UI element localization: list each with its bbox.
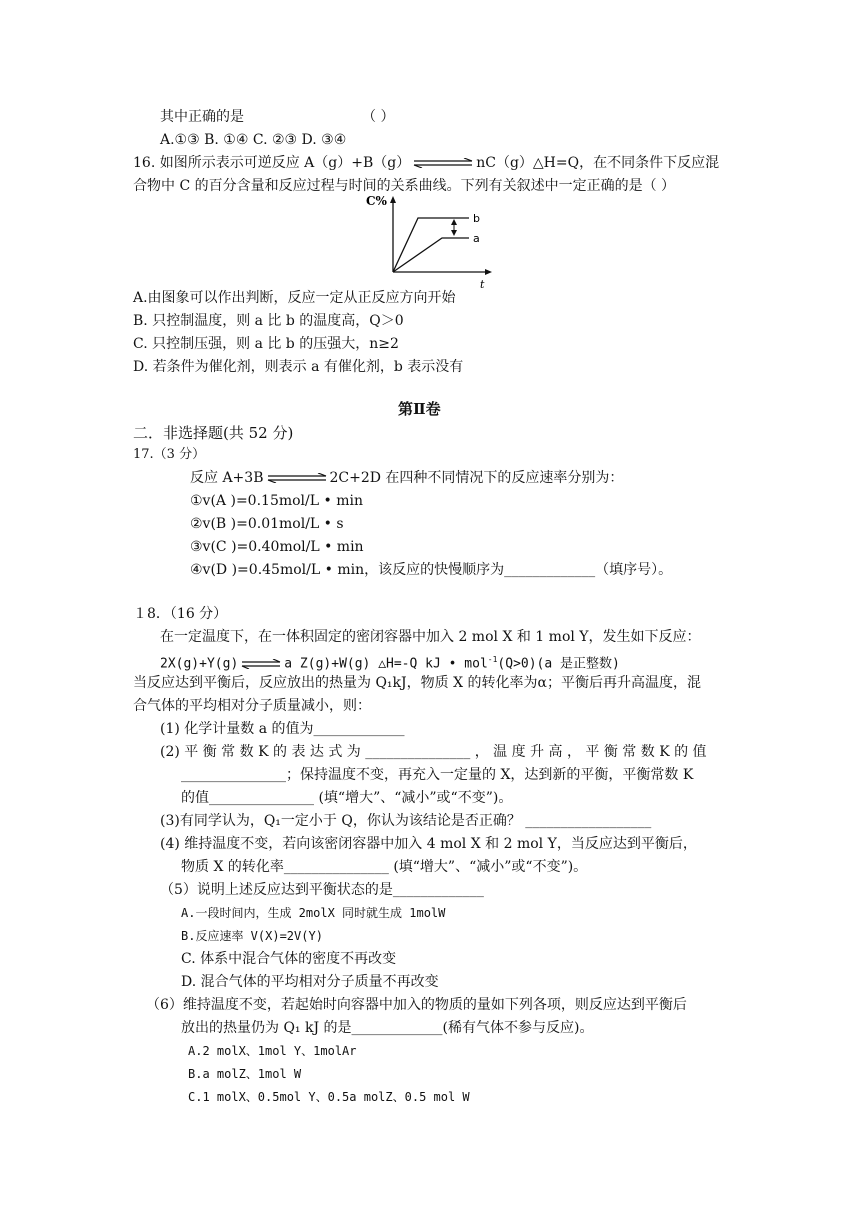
q18-part-5-option-c: C. 体系中混合气体的密度不再改变 bbox=[181, 951, 397, 967]
chart-ylabel: C% bbox=[366, 194, 387, 208]
q17-rate-1: ①v(A )=0.15mol/L • min bbox=[190, 493, 363, 509]
q15-bracket: （ ） bbox=[362, 109, 395, 125]
section-heading: 二．非选择题(共 52 分) bbox=[133, 424, 294, 442]
chart-x-arrowhead bbox=[485, 269, 492, 275]
q17-rate-2: ②v(B )=0.01mol/L • s bbox=[190, 516, 344, 532]
q18-part-6-line2: 放出的热量仍为 Q₁ kJ 的是_____________(稀有气体不参与反应)。 bbox=[181, 1020, 594, 1036]
q18-part-5-option-b: B.反应速率 V(X)=2V(Y) bbox=[181, 929, 323, 943]
q15-prompt: 其中正确的是 （ ） bbox=[160, 109, 395, 125]
q18-part-5: （5）说明上述反应达到平衡状态的是_____________ bbox=[160, 882, 484, 898]
q18-part-6-option-c: C.1 molX、0.5mol Y、0.5a molZ、0.5 mol W bbox=[188, 1090, 470, 1104]
q18-condition-1: 当反应达到平衡后，反应放出的热量为 Q₁kJ，物质 X 的转化率为α；平衡后再升高温度，混 bbox=[133, 675, 701, 691]
q18-equation: 2X(g)+Y(g) a Z(g)+W(g) △H=-Q kJ • mol$^{-1}$(Q>0)(a 是正整数) bbox=[160, 655, 620, 672]
chart-curve-a bbox=[393, 238, 469, 272]
q18-part-1: (1) 化学计量数 a 的值为_____________ bbox=[160, 721, 405, 737]
q16-stem-line1: 16. 如图所示表示可逆反应 A（g）+B（g） nC（g）△H=Q，在不同条件下反应混 bbox=[133, 155, 720, 171]
q18-number: １8．（16 分） bbox=[133, 606, 228, 622]
q16-option-d: D. 若条件为催化剂，则表示 a 有催化剂，b 表示没有 bbox=[133, 359, 464, 375]
q16-option-a: A.由图象可以作出判断，反应一定从正反应方向开始 bbox=[133, 290, 456, 306]
q18-intro: 在一定温度下，在一体积固定的密闭容器中加入 2 mol X 和 1 mol Y，发生如下反应： bbox=[160, 629, 701, 645]
q18-part-5-option-d: D. 混合气体的平均相对分子质量不再改变 bbox=[181, 974, 439, 990]
q17-rate-3: ③v(C )=0.40mol/L • min bbox=[190, 539, 364, 555]
q18-part-2-line3: 的值_______________ (填“增大”、“减小”或“不变”)。 bbox=[181, 790, 513, 806]
q18-part-4-line2: 物质 X 的转化率_______________ (填“增大”、“减小”或“不变”)。 bbox=[181, 859, 588, 875]
q18-part-6-line1: （6）维持温度不变，若起始时向容器中加入的物质的量如下列各项，则反应达到平衡后 bbox=[146, 997, 687, 1013]
chart-y-arrowhead bbox=[390, 196, 396, 203]
q18-part-2-line1: (2) 平 衡 常 数 K 的 表 达 式 为 _______________ ， 温 度 升 高 ， 平 衡 常 数 K 的 值 bbox=[160, 744, 707, 760]
reversible-arrow-icon bbox=[240, 659, 282, 669]
q18-part-6-option-a: A.2 molX、1mol Y、1molAr bbox=[188, 1044, 357, 1058]
reversible-arrow-icon bbox=[412, 158, 474, 168]
q18-part-3: (3)有同学认为，Q₁一定小于 Q，你认为该结论是否正确？ __________________ bbox=[160, 813, 652, 829]
q17-rate-4: ④v(D )=0.45mol/L • min，该反应的快慢顺序为_____________（填序号）。 bbox=[190, 562, 673, 578]
q16-option-b: B. 只控制温度，则 a 比 b 的温度高，Q＞0 bbox=[133, 313, 404, 329]
percent-c-vs-time-chart bbox=[362, 192, 498, 292]
q18-condition-2: 合气体的平均相对分子质量减小，则： bbox=[133, 698, 371, 714]
q18-part-6-option-b: B.a molZ、1mol W bbox=[188, 1067, 302, 1081]
section-title: 第Ⅱ卷 bbox=[398, 400, 441, 418]
chart-label-b: b bbox=[473, 212, 480, 225]
q16-stem-line2: 合物中 C 的百分含量和反应过程与时间的关系曲线。下列有关叙述中一定正确的是（ ） bbox=[133, 178, 676, 194]
q17-intro: 反应 A+3B 2C+2D 在四种不同情况下的反应速率分别为： bbox=[190, 470, 624, 486]
q18-part-2-line2: _______________；保持温度不变，再充入一定量的 X，达到新的平衡，平衡常数 K bbox=[181, 767, 694, 783]
chart-xlabel: t bbox=[480, 278, 485, 291]
q17-number: 17.（3 分） bbox=[133, 447, 206, 462]
q15-options: A.①③ B. ①④ C. ②③ D. ③④ bbox=[160, 132, 347, 148]
q16-option-c: C. 只控制压强，则 a 比 b 的压强大，n≥2 bbox=[133, 336, 399, 352]
chart-label-a: a bbox=[473, 232, 480, 245]
reversible-arrow-icon bbox=[266, 473, 328, 483]
q18-part-4-line1: (4) 维持温度不变，若向该密闭容器中加入 4 mol X 和 2 mol Y，当反应达到平衡后， bbox=[160, 836, 697, 852]
q18-part-5-option-a: A.一段时间内，生成 2molX 同时就生成 1molW bbox=[181, 906, 446, 920]
